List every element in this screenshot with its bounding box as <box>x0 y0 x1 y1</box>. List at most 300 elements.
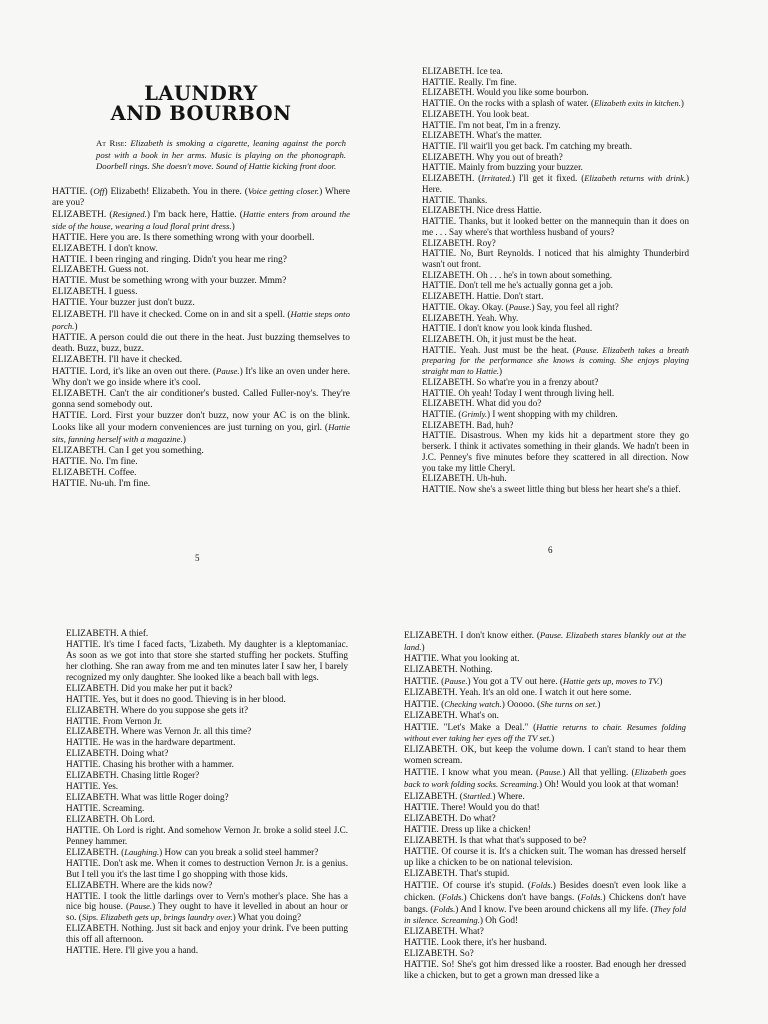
dialogue-line <box>404 722 686 746</box>
dialogue-line <box>52 479 350 490</box>
dialogue-line <box>52 389 350 411</box>
line-text: ) And I know. I've been around chickens all my life. ( <box>455 904 654 915</box>
line-text: Here. I'll give you a hand. <box>100 945 199 956</box>
stage-direction: Elizabeth exits in kitchen. <box>593 98 681 109</box>
speaker-name: ELIZABETH. <box>422 130 475 141</box>
line-text: ) Oh God! <box>479 916 519 927</box>
line-text: I'll have it checked. Come on in and sit a spell. ( <box>106 310 291 321</box>
dialogue-line <box>404 803 686 814</box>
speaker-name: HATTIE. <box>66 693 101 704</box>
speaker-name: HATTIE. <box>404 803 439 814</box>
line-text: Oh Lord is right. And somehow Vernon Jr. broke a solid steel J.C. Penney hammer. <box>66 824 348 846</box>
speaker-name: ELIZABETH. <box>66 813 119 824</box>
stage-direction: She turns on set. <box>540 698 598 709</box>
speaker-name: HATTIE. <box>422 301 457 312</box>
dialogue-line <box>52 457 350 468</box>
line-text: It's time I faced facts, 'Lizabeth. My daughter is a kleptomaniac. As soon as we got into that store she started stuffing her pockets. Stuffing her clothing. She ran away from me and ten minutes later I saw her, I barely recognized my only daughter. She looked like a beach ball with legs. <box>66 638 348 682</box>
dialogue-line <box>422 302 689 313</box>
line-text: Mainly from buzzing your buzzer. <box>456 162 583 173</box>
line-text: No, Burt Reynolds. I noticed that his almighty Thunderbird wasn't out front. <box>422 248 689 269</box>
dialogue-line <box>422 420 689 431</box>
dialogue-line <box>422 141 689 152</box>
speaker-name: HATTIE. <box>422 409 457 419</box>
speaker-name: HATTIE. <box>422 248 457 259</box>
line-text: Can I get you something. <box>106 445 204 456</box>
speaker-name: ELIZABETH. <box>66 726 119 737</box>
speaker-name: HATTIE. <box>404 960 439 971</box>
line-text: Do what? <box>457 814 496 824</box>
speaker-name: HATTIE. <box>404 846 439 857</box>
line-text: Nice dress Hattie. <box>474 205 542 216</box>
speaker-name: ELIZABETH. <box>404 792 458 803</box>
dialogue-line <box>422 323 689 334</box>
stage-direction: Hattie enters from around the side of the house, wearing a loud floral print dress. <box>52 208 350 231</box>
line-text: I know what you mean. ( <box>438 768 540 779</box>
dialogue-line <box>422 152 689 163</box>
line-text: Yes. <box>100 781 119 792</box>
speaker-name: ELIZABETH. <box>52 445 107 456</box>
dialogue-line <box>404 814 686 825</box>
line-text: Uh-huh. <box>474 473 507 484</box>
stage-direction: Pause. <box>508 301 532 312</box>
speaker-name: HATTIE. <box>422 344 457 355</box>
stage-direction: Folds. <box>530 879 553 890</box>
dialogue-line <box>66 628 348 639</box>
line-text: Oh Lord. <box>118 813 155 824</box>
dialogue-line <box>422 388 689 399</box>
line-text: Can't the air conditioner's busted. Called Fuller-noy's. They're gonna send somebody out. <box>52 388 350 410</box>
speaker-name: ELIZABETH. <box>66 628 119 638</box>
speaker-name: HATTIE. <box>52 186 88 197</box>
speaker-name: ELIZABETH. <box>52 467 107 478</box>
speaker-name: ELIZABETH. <box>66 748 119 759</box>
line-text: Why you out of breath? <box>474 151 563 162</box>
line-text: ) I'm back here, Hattie. ( <box>146 209 243 220</box>
dialogue-line <box>404 949 686 960</box>
line-text: ) Here. <box>422 173 689 194</box>
dialogue-line <box>422 248 689 269</box>
line-text: ) Chickens don't have bangs. ( <box>463 892 581 903</box>
dialogue-line <box>66 781 348 792</box>
stage-direction: Off <box>93 185 105 196</box>
dialogue-line <box>52 355 350 366</box>
speaker-name: HATTIE. <box>404 938 439 949</box>
stage-direction: Hattie returns to chair. Resumes folding without ever taking her eyes off the TV set. <box>404 721 686 744</box>
dialogue <box>66 628 348 956</box>
at-rise-text: Elizabeth is smoking a cigarette, leaning against the porch post with a book in her arms. Music is playing on the phonograph. Doorbell rings. She doesn't move. Sound of Hattie kicking front door. <box>96 138 346 172</box>
dialogue-line <box>66 770 348 781</box>
stage-direction: Elizabeth goes back to work folding socks. Screaming. <box>404 767 686 790</box>
dialogue-line <box>422 238 689 249</box>
line-text: ) They ought to have it levelled in about an hour or so. ( <box>66 901 348 923</box>
speaker-name: HATTIE. <box>422 119 457 130</box>
line-text: ( <box>438 676 445 687</box>
line-text: ) <box>597 699 601 710</box>
stage-direction: Pause. <box>444 675 468 686</box>
line-text: ( <box>456 409 462 419</box>
speaker-name: ELIZABETH. <box>404 631 458 641</box>
line-text: Roy? <box>474 237 496 248</box>
line-text: Yeah. It's an old one. I watch it out here some. <box>457 687 632 698</box>
speaker-name: ELIZABETH. <box>404 745 458 756</box>
dialogue-line <box>52 287 350 298</box>
speaker-name: ELIZABETH. <box>404 687 458 698</box>
dialogue-line <box>422 87 689 98</box>
speaker-name: HATTIE. <box>422 430 457 441</box>
speaker-name: HATTIE. <box>422 216 457 227</box>
dialogue-line <box>66 748 348 759</box>
line-text: Look there, it's her husband. <box>438 938 547 949</box>
page-5 <box>52 84 350 569</box>
line-text: I don't know. <box>106 243 158 254</box>
line-text: I'll wait'll you get back. I'm catching my breath. <box>456 141 632 152</box>
dialogue-line <box>66 683 348 694</box>
stage-direction: Pause. Elizabeth takes a breath preparing for the performance she knows is coming. She enjoys playing straight man to Hattie. <box>422 344 689 377</box>
speaker-name: ELIZABETH. <box>422 291 475 302</box>
line-text: Ice tea. <box>474 66 503 76</box>
dialogue-line <box>404 869 686 880</box>
line-text: ) Say, you feel all right? <box>531 301 619 312</box>
speaker-name: HATTIE. <box>52 478 88 489</box>
speaker-name: HATTIE. <box>404 722 439 733</box>
speaker-name: HATTIE. <box>52 333 88 344</box>
dialogue-line <box>66 880 348 891</box>
line-text: Where are the kids now? <box>118 879 213 890</box>
speaker-name: HATTIE. <box>422 387 457 398</box>
stage-direction: Sips. Elizabeth gets up, brings laundry over. <box>81 912 233 923</box>
dialogue-line <box>52 366 350 389</box>
line-text: "Let's Make a Deal." ( <box>438 722 537 733</box>
line-text: Of course it's stupid. ( <box>438 880 531 891</box>
dialogue-line <box>422 205 689 216</box>
dialogue-line <box>404 630 686 654</box>
line-text: ( <box>438 699 445 710</box>
line-text: Doing what? <box>118 748 169 759</box>
line-text: Here you are. Is there something wrong with your doorbell. <box>87 232 315 243</box>
dialogue-line <box>404 676 686 688</box>
speaker-name: HATTIE. <box>52 456 88 467</box>
dialogue-line <box>422 334 689 345</box>
dialogue-line <box>52 233 350 244</box>
dialogue <box>404 630 686 982</box>
dialogue-line <box>422 216 689 237</box>
dialogue-line <box>66 726 348 737</box>
line-text: I don't know you look kinda flushed. <box>456 323 593 334</box>
line-text: Did you make her put it back? <box>118 682 233 693</box>
dialogue-line <box>404 711 686 722</box>
dialogue-line <box>404 665 686 676</box>
line-text: What? <box>457 927 484 938</box>
dialogue-line <box>422 77 689 88</box>
speaker-name: ELIZABETH. <box>422 269 475 280</box>
page-7 <box>66 628 348 1024</box>
speaker-name: HATTIE. <box>66 890 101 901</box>
dialogue-line <box>422 195 689 206</box>
line-text: Oh, it just must be the heat. <box>474 333 577 344</box>
speaker-name: ELIZABETH. <box>422 398 475 409</box>
line-text: Hattie. Don't start. <box>474 291 544 302</box>
line-text: Must be something wrong with your buzzer. Mmm? <box>87 276 287 287</box>
dialogue-line <box>422 120 689 131</box>
speaker-name: ELIZABETH. <box>422 312 475 323</box>
stage-direction: Pause. <box>129 901 153 912</box>
stage-direction: They fold in silence. Screaming. <box>404 903 686 926</box>
dialogue-line <box>422 162 689 173</box>
dialogue-line <box>66 705 348 716</box>
line-text: ) <box>231 221 235 232</box>
line-text: ) Besides doesn't even look like a chicken. ( <box>404 880 686 903</box>
line-text: Nothing. <box>457 664 493 675</box>
speaker-name: HATTIE. <box>422 162 457 173</box>
page-number-5: 5 <box>195 553 200 563</box>
dialogue-line <box>422 377 689 388</box>
line-text: ) What you doing? <box>232 912 302 923</box>
line-text: No. I'm fine. <box>87 456 138 467</box>
line-text: Yeah. Just must be the heat. ( <box>456 344 576 355</box>
speaker-name: ELIZABETH. <box>404 710 458 721</box>
dialogue-line <box>66 759 348 770</box>
speaker-name: ELIZABETH. <box>66 879 119 890</box>
line-text: ) <box>182 434 186 445</box>
dialogue <box>52 186 350 490</box>
speaker-name: ELIZABETH. <box>422 173 475 184</box>
line-text: So what're you in a frenzy about? <box>474 376 599 387</box>
dialogue-line <box>52 468 350 479</box>
dialogue-line <box>404 847 686 869</box>
line-text: Where was Vernon Jr. all this time? <box>118 726 252 737</box>
page-8 <box>404 630 686 1024</box>
speaker-name: HATTIE. <box>52 276 88 287</box>
stage-direction: Laughing. <box>124 846 160 857</box>
dialogue-line <box>52 255 350 266</box>
dialogue-line <box>404 654 686 665</box>
line-text: ) Ooooo. ( <box>501 699 541 710</box>
dialogue-line <box>422 173 689 194</box>
dialogue-line <box>422 109 689 120</box>
dialogue-line <box>66 737 348 748</box>
line-text: I'll have it checked. <box>106 355 183 366</box>
line-text: From Vernon Jr. <box>100 715 163 726</box>
speaker-name: HATTIE. <box>422 484 457 495</box>
line-text: Nu-uh. I'm fine. <box>87 478 151 489</box>
line-text: Of course it is. It's a chicken suit. The woman has dressed herself up like a chicken to be on national television. <box>404 846 686 868</box>
dialogue-line <box>66 847 348 858</box>
dialogue-line <box>52 411 350 446</box>
line-text: ) I'll get it fixed. ( <box>511 173 585 184</box>
dialogue-line <box>422 291 689 302</box>
speaker-name: ELIZABETH. <box>66 923 119 934</box>
line-text: Bad, huh? <box>474 419 514 430</box>
speaker-name: ELIZABETH. <box>422 205 475 216</box>
speaker-name: HATTIE. <box>404 768 439 779</box>
line-text: That's stupid. <box>457 868 510 879</box>
dialogue-line <box>66 716 348 727</box>
line-text: ) <box>421 642 425 653</box>
stage-direction: Hattie gets up, moves to TV. <box>563 675 660 686</box>
stage-direction: Grimly. <box>461 409 488 419</box>
speaker-name: HATTIE. <box>52 254 88 265</box>
speaker-name: ELIZABETH. <box>66 846 119 857</box>
line-text: What was little Roger doing? <box>118 792 229 803</box>
speaker-name: ELIZABETH. <box>422 419 475 430</box>
speaker-name: HATTIE. <box>66 781 101 792</box>
dialogue-line <box>422 130 689 141</box>
line-text: OK, but keep the volume down. I can't stand to hear them women scream. <box>404 745 686 767</box>
line-text: A thief. <box>118 628 149 638</box>
dialogue-line <box>404 960 686 982</box>
dialogue-line <box>404 745 686 767</box>
line-text: Thanks. <box>456 194 488 205</box>
line-text: ( <box>474 173 482 184</box>
dialogue-line <box>422 280 689 291</box>
speaker-name: ELIZABETH. <box>422 108 475 119</box>
speaker-name: ELIZABETH. <box>52 355 107 366</box>
line-text: Chasing little Roger? <box>118 770 200 781</box>
line-text: Thanks, but it looked better on the mannequin than it does on me . . . Say where's that worthless husband of yours? <box>422 216 689 237</box>
dialogue-line <box>404 927 686 938</box>
line-text: Guess not. <box>106 265 149 276</box>
speaker-name: ELIZABETH. <box>52 209 107 220</box>
dialogue-line <box>422 270 689 281</box>
dialogue-line <box>422 98 689 109</box>
dialogue-line <box>422 345 689 377</box>
stage-direction: Pause. <box>216 366 240 377</box>
speaker-name: ELIZABETH. <box>422 87 475 98</box>
page-6 <box>422 66 689 566</box>
dialogue-line <box>422 484 689 495</box>
speaker-name: HATTIE. <box>66 945 101 956</box>
speaker-name: HATTIE. <box>52 232 88 243</box>
speaker-name: HATTIE. <box>404 699 439 710</box>
speaker-name: ELIZABETH. <box>404 664 458 675</box>
title-line-2: AND BOURBON <box>110 102 292 125</box>
line-text: ( <box>457 792 463 803</box>
speaker-name: ELIZABETH. <box>66 682 119 693</box>
stage-direction: Hattie steps onto porch. <box>52 309 350 332</box>
dialogue-line <box>52 265 350 276</box>
speaker-name: ELIZABETH. <box>422 151 475 162</box>
speaker-name: ELIZABETH. <box>66 792 119 803</box>
stage-direction: Resigned. <box>112 208 147 219</box>
line-text: Coffee. <box>106 467 137 478</box>
stage-direction: Irritated. <box>481 173 512 184</box>
dialogue-line <box>52 309 350 333</box>
dialogue-line <box>52 244 350 255</box>
speaker-name: HATTIE. <box>66 759 101 770</box>
line-text: Oh . . . he's in town about something. <box>474 269 613 280</box>
line-text: I'm not beat, I'm in a frenzy. <box>456 119 561 130</box>
line-text: Yes, but it does no good. Thieving is in her blood. <box>100 693 286 704</box>
speaker-name: ELIZABETH. <box>52 310 107 321</box>
dialogue-line <box>52 446 350 457</box>
stage-direction: Pause. <box>539 767 563 778</box>
line-text: Chasing his brother with a hammer. <box>100 759 234 770</box>
speaker-name: ELIZABETH. <box>404 868 458 879</box>
at-rise-direction <box>96 138 346 173</box>
speaker-name: HATTIE. <box>422 98 457 109</box>
line-text: Is that what that's supposed to be? <box>457 835 587 846</box>
line-text: Would you like some bourbon. <box>474 87 589 98</box>
dialogue-line <box>422 66 689 77</box>
speaker-name: ELIZABETH. <box>52 287 107 298</box>
line-text: ) <box>74 322 78 333</box>
dialogue-line <box>52 298 350 309</box>
line-text: ( <box>106 209 113 220</box>
stage-direction: Elizabeth returns with drink. <box>584 173 686 184</box>
speaker-name: HATTIE. <box>422 76 457 87</box>
line-text: ) How can you break a solid steel hammer? <box>159 846 319 857</box>
dialogue-line <box>404 825 686 836</box>
speaker-name: HATTIE. <box>422 280 457 291</box>
dialogue-line <box>52 209 350 233</box>
dialogue-line <box>66 891 348 924</box>
line-text: Disastrous. When my kids hit a department store they go berserk. I think it activates something in their glands. We hadn't been in J.C. Penney's five minutes before they scattered in all direction. Now you take my little Cheryl. <box>422 430 689 473</box>
stage-direction: Hattie sits, fanning herself with a magazine. <box>52 421 350 444</box>
dialogue-line <box>66 803 348 814</box>
speaker-name: ELIZABETH. <box>404 927 458 938</box>
speaker-name: ELIZABETH. <box>404 814 458 824</box>
line-text: He was in the hardware department. <box>100 737 236 748</box>
speaker-name: HATTIE. <box>52 298 88 309</box>
line-text: So? <box>457 949 474 960</box>
speaker-name: HATTIE. <box>422 323 457 334</box>
dialogue-line <box>422 473 689 484</box>
speaker-name: HATTIE. <box>422 194 457 205</box>
dialogue-line <box>66 814 348 825</box>
line-text: There! Would you do that! <box>438 803 540 814</box>
dialogue-line <box>404 938 686 949</box>
stage-direction: Startled. <box>462 791 493 802</box>
speaker-name: HATTIE. <box>404 676 439 687</box>
line-text: I been ringing and ringing. Didn't you hear me ring? <box>87 254 287 265</box>
line-text: ) <box>551 734 555 745</box>
line-text: What did you do? <box>474 398 542 409</box>
line-text: On the rocks with a splash of water. ( <box>456 98 594 109</box>
speaker-name: ELIZABETH. <box>422 66 475 76</box>
speaker-name: HATTIE. <box>66 638 101 649</box>
dialogue-line <box>404 767 686 791</box>
stage-direction: Voice getting closer. <box>247 185 320 196</box>
speaker-name: HATTIE. <box>52 410 88 421</box>
dialogue-line <box>52 186 350 209</box>
line-text: Really. I'm fine. <box>456 76 517 87</box>
line-text: A person could die out there in the heat. Just buzzing themselves to death. Buzz, buzz, buzz. <box>52 333 350 355</box>
line-text: ) You got a TV out here. ( <box>467 676 563 687</box>
speaker-name: HATTIE. <box>66 715 101 726</box>
dialogue-line <box>66 923 348 945</box>
title-line-1: LAUNDRY <box>144 84 258 105</box>
dialogue-line <box>404 836 686 847</box>
dialogue-line <box>52 276 350 287</box>
line-text: Oh yeah! Today I went through living hell. <box>456 387 615 398</box>
dialogue-line <box>66 825 348 847</box>
line-text: Lord, it's like an oven out there. ( <box>87 367 216 378</box>
speaker-name: ELIZABETH. <box>52 243 107 254</box>
line-text: ) Where are you? <box>52 186 350 208</box>
dialogue-line <box>422 398 689 409</box>
line-text: ) I went shopping with my children. <box>487 409 618 419</box>
dialogue-line <box>66 858 348 880</box>
speaker-name: ELIZABETH. <box>404 835 458 846</box>
speaker-name: HATTIE. <box>422 141 457 152</box>
line-text: ) Chickens don't have bangs. ( <box>404 892 686 915</box>
play-title <box>52 84 350 124</box>
line-text: Don't tell me he's actually gonna get a job. <box>456 280 613 291</box>
line-text: What's the matter. <box>474 130 542 141</box>
speaker-name: ELIZABETH. <box>422 376 475 387</box>
line-text: Your buzzer just don't buzz. <box>87 298 195 309</box>
dialogue-line <box>66 694 348 705</box>
